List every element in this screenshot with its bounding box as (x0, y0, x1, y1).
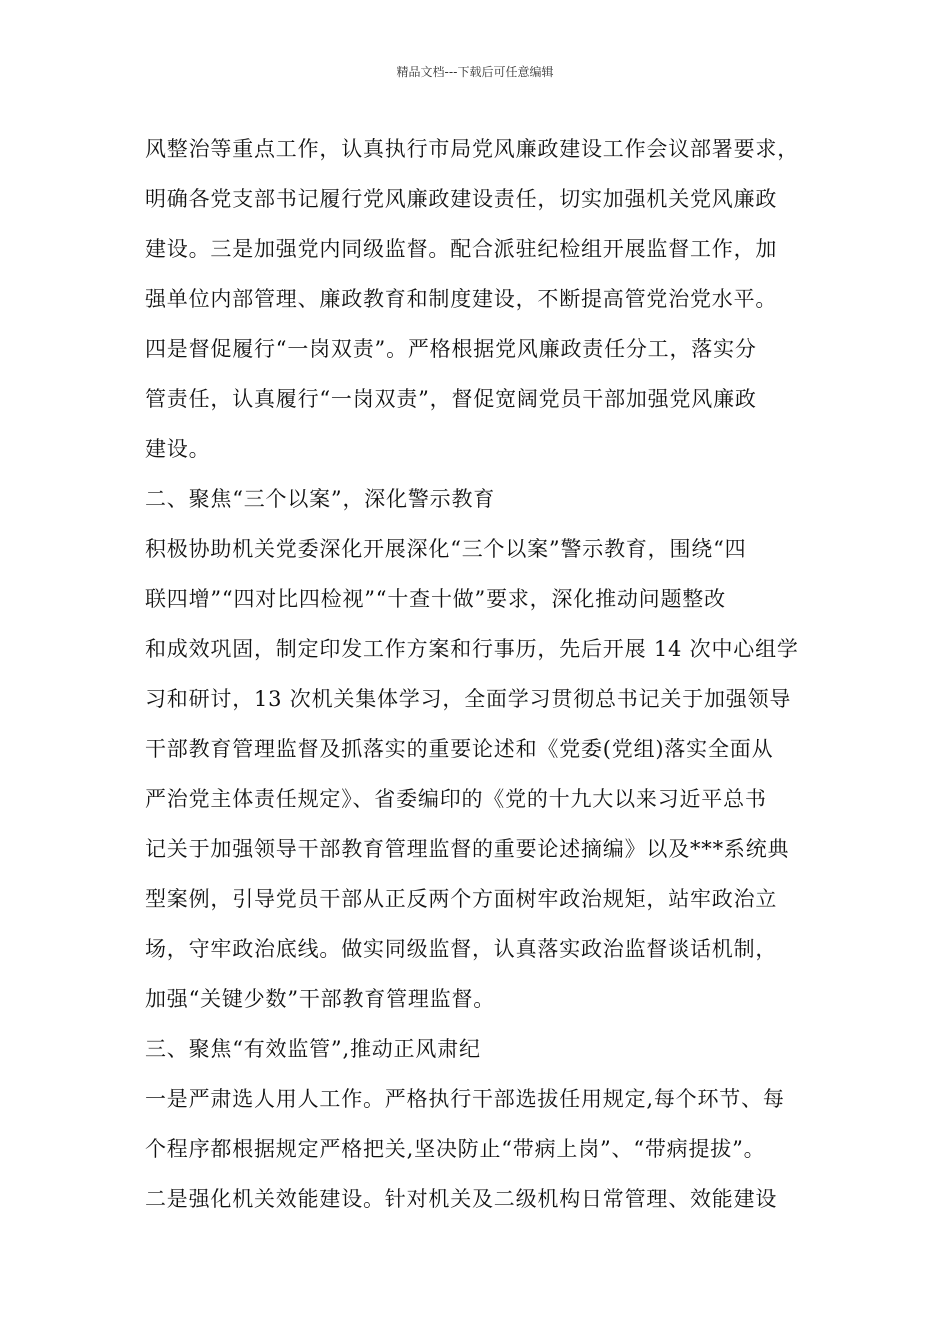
body-line-2: 明确各党支部书记履行党风廉政建设责任，切实加强机关党风廉政 (145, 187, 778, 211)
body-line-3: 建设。三是加强党内同级监督。配合派驻纪检组开展监督工作，加 (145, 237, 778, 261)
body-line-5: 四是督促履行“一岗双责”。严格根据党风廉政责任分工，落实分 (145, 337, 757, 361)
body-line-21: 个程序都根据规定严格把关,坚决防止“带病上岗”、“带病提拔”。 (145, 1137, 766, 1161)
body-line-12: 习和研讨，13 次机关集体学习，全面学习贯彻总书记关于加强领导 (145, 687, 792, 711)
body-line-1: 风整治等重点工作，认真执行市局党风廉政建设工作会议部署要求， (145, 137, 799, 161)
body-line-14: 严治党主体责任规定》、省委编印的《党的十九大以来习近平总书 (145, 787, 767, 811)
section-heading-3: 三、聚焦“有效监管”,推动正风肃纪 (145, 1037, 481, 1061)
body-line-16: 型案例，引导党员干部从正反两个方面树牢政治规矩，站牢政治立 (145, 887, 778, 911)
body-line-11: 和成效巩固，制定印发工作方案和行事历，先后开展 14 次中心组学 (145, 637, 799, 661)
body-line-22: 二是强化机关效能建设。针对机关及二级机构日常管理、效能建设 (145, 1187, 778, 1211)
document-body (145, 124, 845, 1224)
section-heading-2: 二、聚焦“三个以案”，深化警示教育 (145, 487, 496, 511)
body-line-10: 联四增”“四对比四检视”“十查十做”要求，深化推动问题整改 (145, 587, 726, 611)
body-line-17: 场，守牢政治底线。做实同级监督，认真落实政治监督谈话机制， (145, 937, 778, 961)
body-line-15: 记关于加强领导干部教育管理监督的重要论述摘编》以及***系统典 (145, 837, 790, 861)
body-line-7: 建设。 (145, 437, 211, 461)
page-header: 精品文档---下载后可任意编辑 (396, 65, 554, 79)
body-line-13: 干部教育管理监督及抓落实的重要论述和《党委(党组)落实全面从 (145, 737, 774, 761)
body-line-6: 管责任，认真履行“一岗双责”，督促宽阔党员干部加强党风廉政 (145, 387, 757, 411)
body-line-4: 强单位内部管理、廉政教育和制度建设，不断提高管党治党水平。 (145, 287, 778, 311)
body-line-9: 积极协助机关党委深化开展深化“三个以案”警示教育，围绕“四 (145, 537, 747, 561)
body-line-18: 加强“关键少数”干部教育管理监督。 (145, 987, 496, 1011)
body-line-20: 一是严肃选人用人工作。严格执行干部选拔任用规定,每个环节、每 (145, 1087, 785, 1111)
